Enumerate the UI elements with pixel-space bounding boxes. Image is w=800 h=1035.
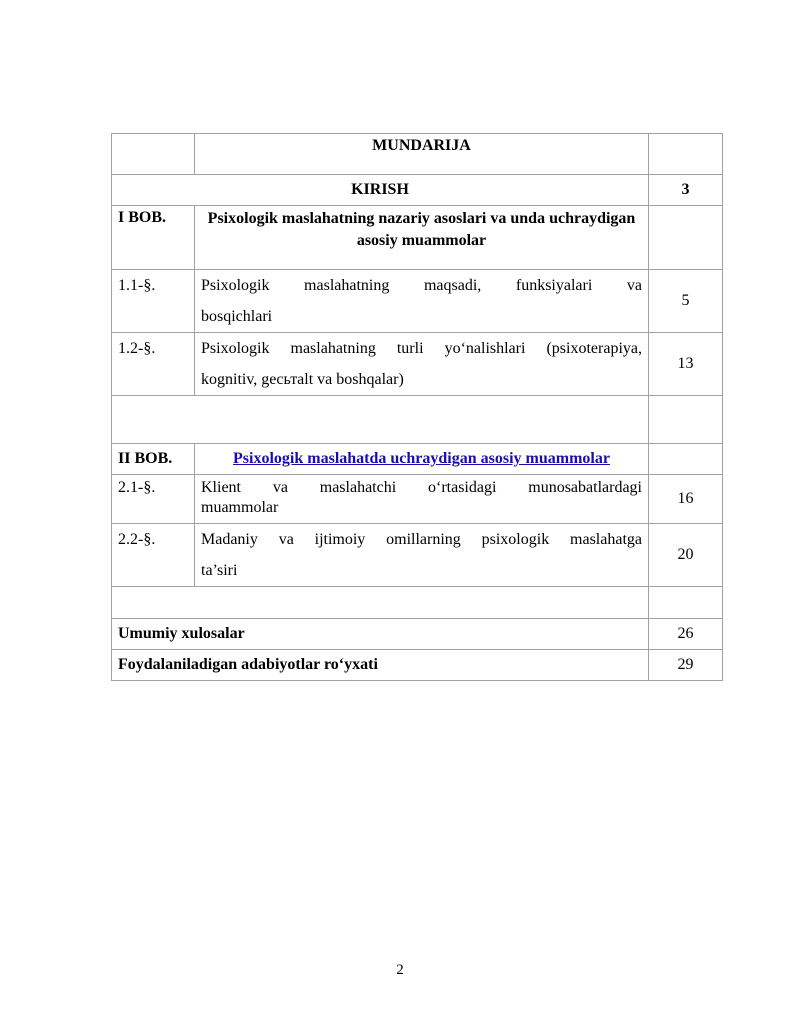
intro-page: 3	[649, 175, 723, 206]
section-1-1-page: 5	[649, 270, 723, 333]
references-page: 29	[649, 650, 723, 681]
chapter2-title-link[interactable]: Psixologik maslahatda uchraydigan asosiy muammolar	[233, 450, 610, 467]
toc-row-section-1-1	[112, 270, 723, 333]
section-1-2-title-cont: kognitiv, geсьтalt va boshqalar)	[201, 371, 404, 388]
section-1-2-title: Psixologik maslahatning turli yo‘nalishlari (psixoterapiya,	[201, 340, 642, 357]
references-label: Foydalaniladigan adabiyotlar ro‘yxati	[112, 650, 649, 681]
conclusion-page: 26	[649, 619, 723, 650]
section-1-2-number: 1.2-§.	[112, 333, 195, 396]
chapter1-number: I BOB.	[112, 206, 195, 270]
section-2-2-title-cont: ta’siri	[201, 562, 238, 579]
toc-row-section-2-2	[112, 524, 723, 587]
toc-row-section-1-2	[112, 333, 723, 396]
table-of-contents	[111, 133, 723, 681]
section-1-1-number: 1.1-§.	[112, 270, 195, 333]
toc-row-intro	[112, 175, 723, 206]
section-2-2-title: Madaniy va ijtimoiy omillarning psixologik maslahatga	[201, 531, 642, 548]
section-1-1-title: Psixologik maslahatning maqsadi, funksiyalari va	[201, 277, 642, 294]
intro-label: KIRISH	[112, 175, 649, 206]
chapter2-number: II BOB.	[112, 444, 195, 475]
toc-header-row	[112, 134, 723, 175]
section-2-1-title-cont: muammolar	[201, 499, 279, 516]
section-2-2-number: 2.2-§.	[112, 524, 195, 587]
page-number: 2	[396, 962, 404, 978]
toc-row-references	[112, 650, 723, 681]
section-2-2-page: 20	[649, 524, 723, 587]
toc-row-chapter2	[112, 444, 723, 475]
section-1-2-page: 13	[649, 333, 723, 396]
toc-spacer-row	[112, 396, 723, 444]
chapter1-title: Psixologik maslahatning nazariy asoslari va unda uchraydigan asosiy muammolar	[195, 206, 649, 270]
section-2-1-title: Klient va maslahatchi o‘rtasidagi munosabatlardagi	[201, 479, 642, 496]
section-2-1-number: 2.1-§.	[112, 475, 195, 524]
toc-row-section-2-1	[112, 475, 723, 524]
toc-spacer-row-2	[112, 587, 723, 619]
toc-row-chapter1	[112, 206, 723, 270]
conclusion-label: Umumiy xulosalar	[112, 619, 649, 650]
section-1-1-title-cont: bosqichlari	[201, 308, 273, 325]
section-2-1-page: 16	[649, 475, 723, 524]
toc-row-conclusion	[112, 619, 723, 650]
toc-title: MUNDARIJA	[195, 134, 649, 175]
